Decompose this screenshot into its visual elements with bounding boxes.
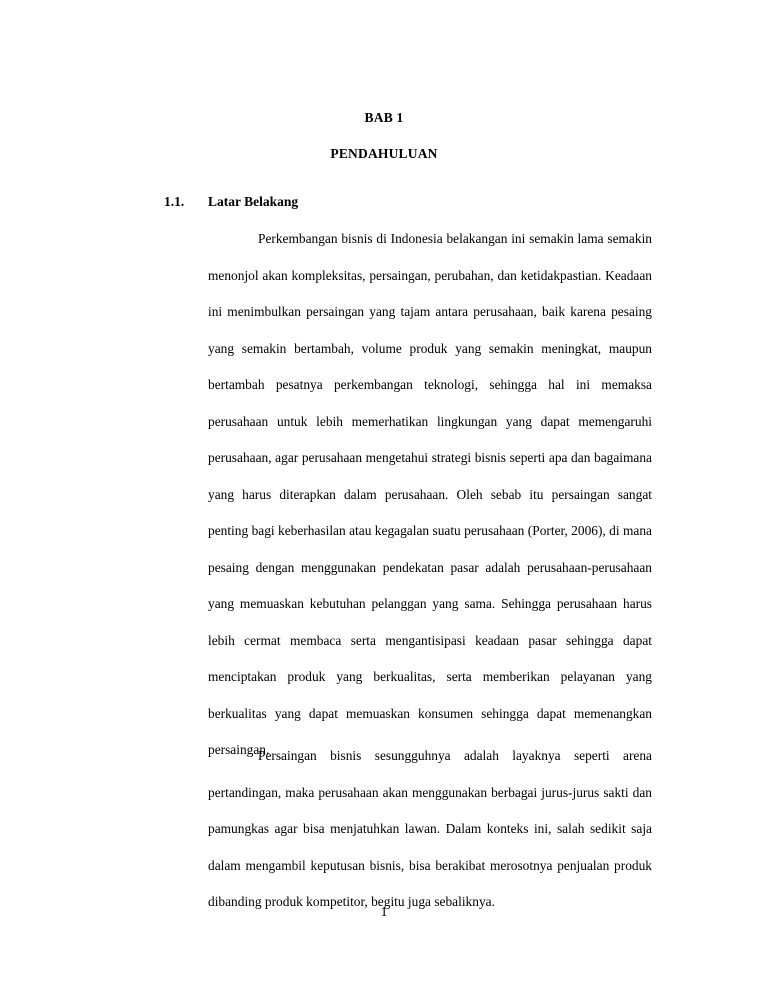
section-title: Latar Belakang bbox=[208, 194, 299, 209]
paragraph: Persaingan bisnis sesungguhnya adalah layaknya seperti arena pertandingan, maka perusahaan akan menggunakan berbagai jurus-jurus sakti dan pamungkas agar bisa menjatuhkan lawan. Dalam konteks ini, salah sedikit saja dalam mengambil keputusan bisnis, bisa berakibat merosotnya penjualan produk dibanding produk kompetitor, begitu juga sebaliknya. bbox=[208, 748, 652, 909]
paragraph: Perkembangan bisnis di Indonesia belakangan ini semakin lama semakin menonjol akan kompleksitas, persaingan, perubahan, dan ketidakpastian. Keadaan ini menimbulkan persaingan yang tajam antara perusahaan, baik karena pesaing yang semakin bertambah, volume produk yang semakin meningkat, maupun bertambah pesatnya perkembangan teknologi, sehingga hal ini memaksa perusahaan untuk lebih memerhatikan lingkungan yang dapat memengaruhi perusahaan, agar perusahaan mengetahui strategi bisnis seperti apa dan bagaimana yang harus diterapkan dalam perusahaan. Oleh sebab itu persaingan sangat penting bagi keberhasilan atau kegagalan suatu perusahaan (Porter, 2006), di mana pesaing dengan menggunakan pendekatan pasar adalah perusahaan-perusahaan yang memuaskan kebutuhan pelanggan yang sama. Sehingga perusahaan harus lebih cermat membaca serta mengantisipasi keadaan pasar sehingga dapat menciptakan produk yang berkualitas, serta memberikan pelayanan yang berkualitas yang dapat memuaskan konsumen sehingga dapat memenangkan persaingan. bbox=[208, 231, 652, 757]
chapter-label: BAB 1 bbox=[364, 110, 404, 125]
section-number: 1.1. bbox=[164, 194, 185, 209]
chapter-title: PENDAHULUAN bbox=[330, 146, 438, 161]
page-number: 1 bbox=[380, 905, 388, 920]
